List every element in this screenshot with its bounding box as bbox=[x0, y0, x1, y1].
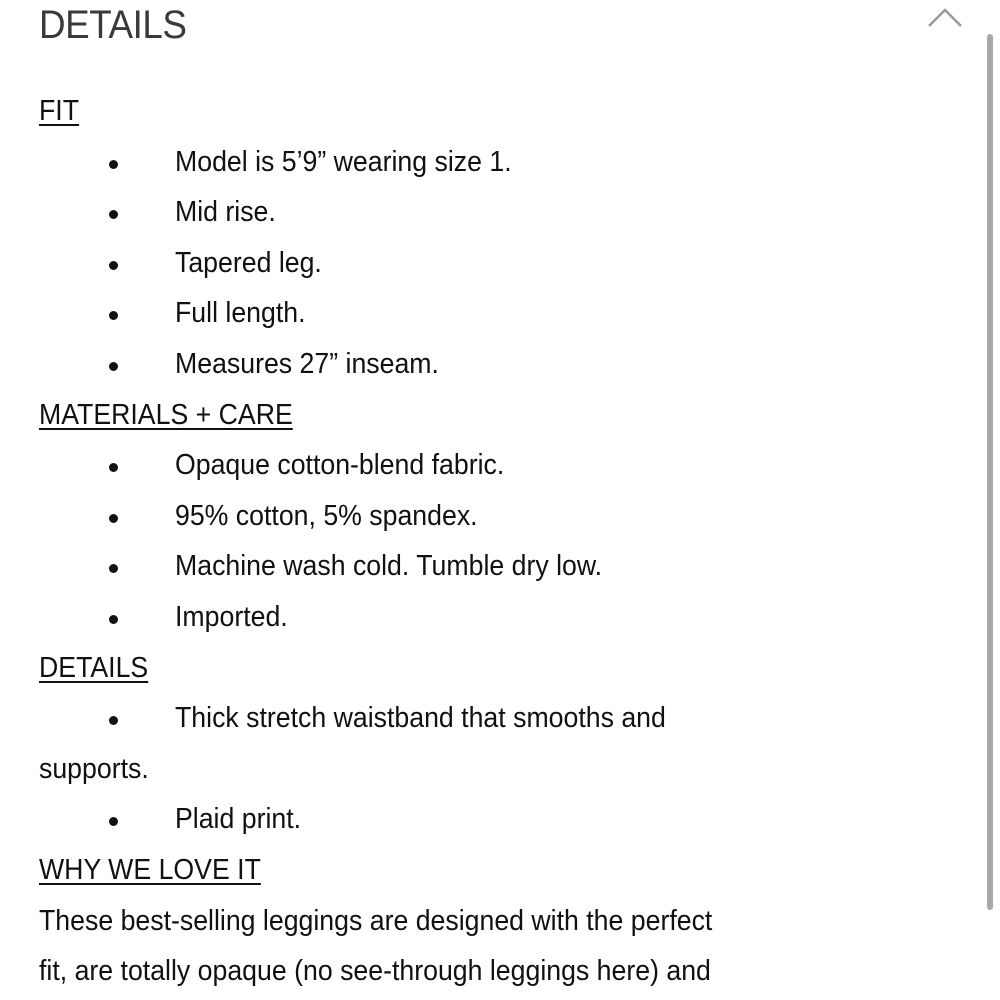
list-item: Machine wash cold. Tumble dry low. bbox=[175, 550, 603, 583]
collapse-button[interactable] bbox=[925, 2, 965, 32]
list-item: Tapered leg. bbox=[175, 246, 322, 279]
details-content bbox=[39, 86, 969, 997]
list-item: Imported. bbox=[175, 600, 288, 633]
paragraph-line: These best-selling leggings are designed with the perfect bbox=[39, 904, 713, 937]
scrollbar[interactable] bbox=[987, 34, 993, 910]
list-item: Model is 5’9” wearing size 1. bbox=[175, 145, 512, 178]
section-heading-materials-care: MATERIALS + CARE bbox=[39, 398, 293, 431]
chevron-up-icon bbox=[925, 2, 965, 32]
paragraph-line: fit, are totally opaque (no see-through leggings here) and bbox=[39, 955, 711, 988]
list-item: Full length. bbox=[175, 297, 306, 330]
section-heading-why-we-love-it: WHY WE LOVE IT bbox=[39, 853, 261, 886]
details-title: DETAILS bbox=[39, 3, 187, 47]
list-item: Plaid print. bbox=[175, 803, 302, 836]
list-item: Mid rise. bbox=[175, 196, 276, 229]
section-heading-fit: FIT bbox=[39, 95, 80, 127]
list-item: Thick stretch waistband that smooths and bbox=[175, 702, 666, 735]
list-item: Opaque cotton-blend fabric. bbox=[175, 449, 505, 482]
section-heading-details: DETAILS bbox=[39, 651, 149, 684]
list-item: Measures 27” inseam. bbox=[175, 347, 439, 380]
list-item: 95% cotton, 5% spandex. bbox=[175, 499, 478, 532]
list-item-continuation: supports. bbox=[39, 752, 149, 785]
details-header[interactable] bbox=[39, 2, 1000, 52]
